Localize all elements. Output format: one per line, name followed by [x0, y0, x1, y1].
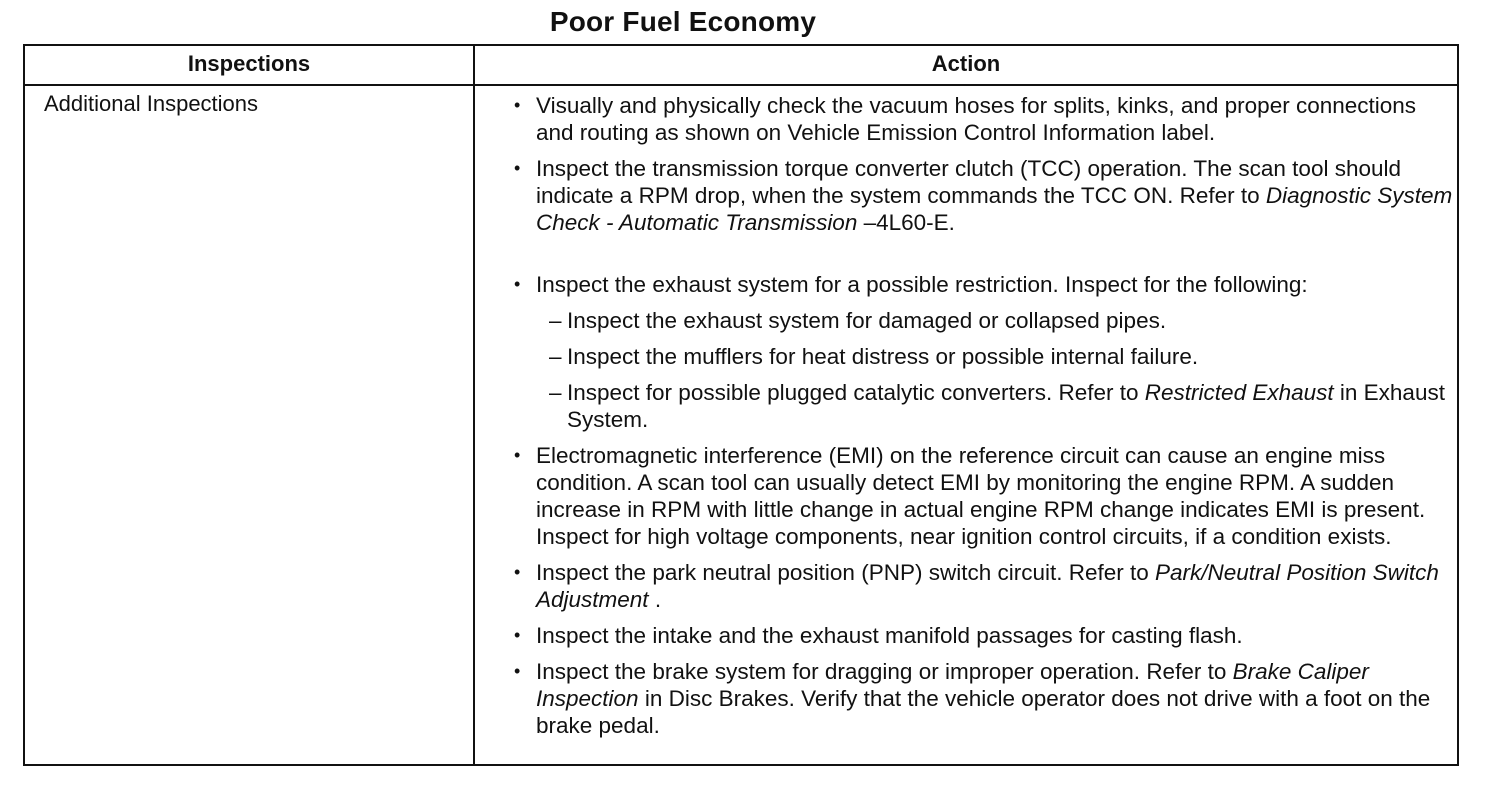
action-text: Electromagnetic interference (EMI) on the reference circuit can cause an engine miss condition. A scan tool can usually detect EMI by monitoring the engine RPM. A sudden increase in RPM with little change in actual engine RPM change indicates EMI is present. Inspect for high voltage components, near ignition control circuits, if a condition exists. — [536, 443, 1426, 549]
sub-item — [536, 379, 1453, 433]
action-text: Inspect the transmission torque converter clutch (TCC) operation. The scan tool should indicate a RPM drop, when the system commands the TCC ON. Refer to — [536, 156, 1402, 208]
sub-text: Inspect for possible plugged catalytic converters. Refer to — [567, 380, 1145, 405]
action-text: Visually and physically check the vacuum hoses for splits, kinks, and proper connections and routing as shown on Vehicle Emission Control Information label. — [536, 93, 1417, 145]
inspection-cell: Additional Inspections — [44, 91, 259, 116]
inspection-table — [23, 44, 1459, 766]
action-text: Inspect the brake system for dragging or improper operation. Refer to — [536, 659, 1233, 684]
action-item-manifold — [511, 622, 1453, 649]
header-inspections: Inspections — [187, 51, 311, 76]
header-action: Action — [931, 51, 1001, 76]
action-item-exhaust — [511, 271, 1453, 433]
sub-text: in Exhaust System. — [567, 380, 1445, 432]
dash-icon: – — [549, 344, 562, 369]
bullet-icon: • — [514, 95, 521, 115]
bullet-icon: • — [514, 625, 521, 645]
column-divider — [473, 46, 475, 764]
action-item-tcc — [511, 155, 1453, 236]
bullet-icon: • — [514, 158, 521, 178]
sub-item — [536, 307, 1453, 334]
sub-item — [536, 343, 1453, 370]
action-text: Inspect the park neutral position (PNP) switch circuit. Refer to — [536, 560, 1156, 585]
action-text: . — [648, 587, 662, 612]
action-item-vacuum-hoses — [511, 92, 1453, 146]
action-text: –4L60-E. — [857, 210, 955, 235]
bullet-icon: • — [514, 562, 521, 582]
reference-link: Brake Caliper Inspection — [536, 659, 1369, 711]
page-title: Poor Fuel Economy — [549, 6, 817, 37]
reference-link: Restricted Exhaust — [1144, 380, 1334, 405]
reference-link: Park/Neutral Position Switch Adjustment — [536, 560, 1439, 612]
action-item-emi — [511, 442, 1453, 550]
header-divider — [25, 84, 1457, 86]
dash-icon: – — [549, 380, 562, 405]
bullet-icon: • — [514, 445, 521, 465]
action-item-brakes — [511, 658, 1453, 739]
action-text: Inspect the intake and the exhaust manifold passages for casting flash. — [536, 623, 1243, 648]
bullet-icon: • — [514, 274, 521, 294]
action-text: Inspect the exhaust system for a possible restriction. Inspect for the following: — [536, 272, 1308, 297]
action-text: in Disc Brakes. Verify that the vehicle operator does not drive with a foot on the brake pedal. — [536, 686, 1431, 738]
action-list — [511, 92, 1453, 748]
dash-icon: – — [549, 308, 562, 333]
sub-text: Inspect the mufflers for heat distress or possible internal failure. — [567, 344, 1199, 369]
action-item-pnp — [511, 559, 1453, 613]
bullet-icon: • — [514, 661, 521, 681]
sub-text: Inspect the exhaust system for damaged or collapsed pipes. — [567, 308, 1167, 333]
reference-link: Diagnostic System Check - Automatic Transmission — [536, 183, 1453, 235]
